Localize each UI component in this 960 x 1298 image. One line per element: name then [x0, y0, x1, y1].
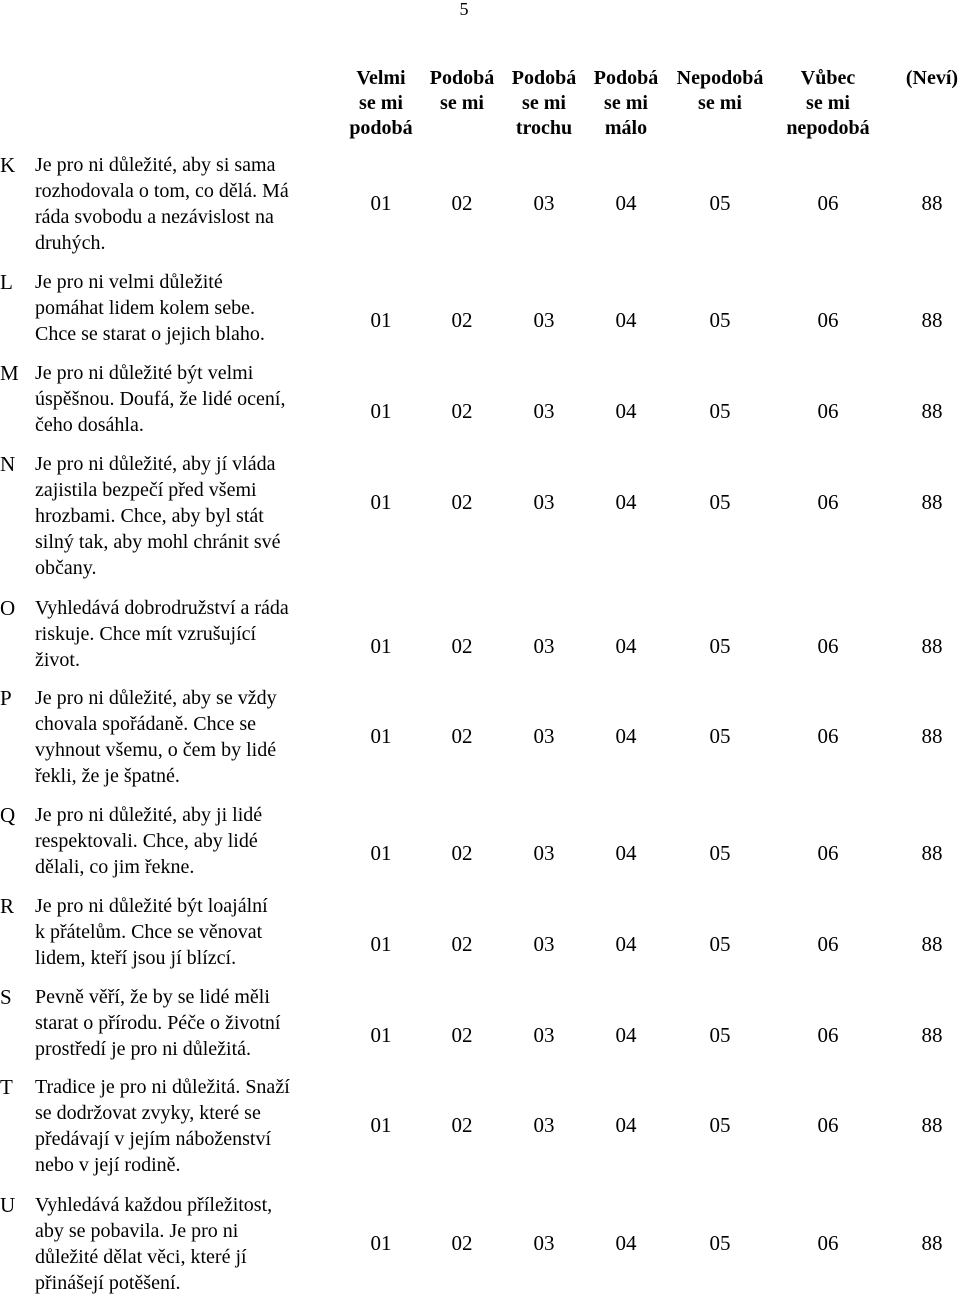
answer-codes-row: [0, 932, 960, 956]
answer-code-05[interactable]: 05: [709, 490, 731, 514]
answer-code-04[interactable]: 04: [615, 724, 637, 748]
question-text-line: ráda svobodu a nezávislost na: [35, 206, 274, 228]
question-text-line: hrozbami. Chce, aby byl stát: [35, 505, 264, 527]
answer-code-02[interactable]: 02: [451, 634, 473, 658]
question-letter: M: [0, 361, 19, 385]
answer-code-01[interactable]: 01: [370, 308, 392, 332]
answer-code-88[interactable]: 88: [921, 1023, 943, 1047]
question-text-line: Je pro ni důležité, aby si sama: [35, 154, 276, 176]
column-heading-line: Nepodobá: [676, 67, 764, 89]
answer-code-06[interactable]: 06: [817, 308, 839, 332]
column-heading-line: trochu: [515, 117, 573, 139]
question-letter: K: [0, 153, 16, 177]
scale-header: [0, 66, 960, 146]
answer-code-04[interactable]: 04: [615, 191, 637, 215]
column-heading-line: Vůbec: [800, 67, 856, 89]
answer-codes-row: [0, 841, 960, 865]
question-text-line: Je pro ni důležité, aby jí vláda: [35, 453, 276, 475]
question-text-line: přinášejí potěšení.: [35, 1272, 181, 1294]
question-text: [35, 451, 335, 581]
answer-code-03[interactable]: 03: [533, 724, 555, 748]
answer-code-03[interactable]: 03: [533, 841, 555, 865]
question-text-line: Vyhledává dobrodružství a ráda: [35, 597, 289, 619]
question-text-line: předávají v jejím náboženství: [35, 1128, 272, 1150]
answer-code-05[interactable]: 05: [709, 191, 731, 215]
answer-code-06[interactable]: 06: [817, 1113, 839, 1137]
scale-column-heading: [872, 66, 960, 91]
answer-code-04[interactable]: 04: [615, 634, 637, 658]
question-text-line: vyhnout všemu, o čem by lidé: [35, 739, 277, 761]
answer-code-01[interactable]: 01: [370, 490, 392, 514]
question-text-line: řekli, že je špatné.: [35, 765, 180, 787]
answer-code-88[interactable]: 88: [921, 1113, 943, 1137]
column-heading-line: Velmi: [356, 67, 406, 89]
answer-code-03[interactable]: 03: [533, 490, 555, 514]
question-text-line: život.: [35, 649, 80, 671]
answer-code-88[interactable]: 88: [921, 308, 943, 332]
question-text-line: aby se pobavila. Je pro ni: [35, 1220, 239, 1242]
answer-code-04[interactable]: 04: [615, 1113, 637, 1137]
answer-code-05[interactable]: 05: [709, 634, 731, 658]
answer-code-88[interactable]: 88: [921, 191, 943, 215]
answer-code-02[interactable]: 02: [451, 1113, 473, 1137]
answer-code-04[interactable]: 04: [615, 1023, 637, 1047]
question-text-line: chovala spořádaně. Chce se: [35, 713, 257, 735]
answer-code-03[interactable]: 03: [533, 191, 555, 215]
question-text-line: druhých.: [35, 232, 106, 254]
column-heading-line: se mi: [698, 92, 742, 114]
answer-code-02[interactable]: 02: [451, 932, 473, 956]
answer-code-01[interactable]: 01: [370, 841, 392, 865]
answer-code-88[interactable]: 88: [921, 724, 943, 748]
question-text-line: pomáhat lidem kolem sebe.: [35, 297, 255, 319]
column-heading-line: málo: [604, 117, 648, 139]
question-letter: L: [0, 270, 13, 294]
answer-code-01[interactable]: 01: [370, 724, 392, 748]
column-heading-line: se mi: [806, 92, 850, 114]
question-text-line: lidem, kteří jsou jí blízcí.: [35, 947, 237, 969]
answer-code-04[interactable]: 04: [615, 1231, 637, 1255]
answer-code-03[interactable]: 03: [533, 1231, 555, 1255]
question-letter: O: [0, 596, 16, 620]
answer-code-05[interactable]: 05: [709, 932, 731, 956]
question-text-line: starat o přírodu. Péče o životní: [35, 1012, 281, 1034]
answer-codes-row: [0, 1023, 960, 1047]
answer-code-02[interactable]: 02: [451, 1231, 473, 1255]
question-text-line: dělali, co jim řekne.: [35, 856, 195, 878]
answer-code-01[interactable]: 01: [370, 191, 392, 215]
column-heading-line: se mi: [522, 92, 566, 114]
scale-column-heading: [768, 66, 888, 141]
answer-code-88[interactable]: 88: [921, 399, 943, 423]
question-letter: S: [0, 985, 12, 1009]
answer-code-02[interactable]: 02: [451, 191, 473, 215]
question-text-line: silný tak, aby mohl chránit své: [35, 531, 281, 553]
answer-code-02[interactable]: 02: [451, 841, 473, 865]
question-text-line: Chce se starat o jejich blaho.: [35, 323, 265, 345]
column-heading-line: se mi: [359, 92, 403, 114]
answer-code-04[interactable]: 04: [615, 308, 637, 332]
answer-code-05[interactable]: 05: [709, 841, 731, 865]
question-text-line: Je pro ni důležité být velmi: [35, 362, 254, 384]
question-letter: P: [0, 686, 12, 710]
answer-code-02[interactable]: 02: [451, 399, 473, 423]
answer-code-06[interactable]: 06: [817, 399, 839, 423]
question-text-line: respektovali. Chce, aby lidé: [35, 830, 258, 852]
answer-code-06[interactable]: 06: [817, 724, 839, 748]
question-letter: U: [0, 1193, 16, 1217]
column-heading-line: se mi: [440, 92, 484, 114]
question-text-line: Tradice je pro ni důležitá. Snaží: [35, 1076, 290, 1098]
answer-codes-row: [0, 724, 960, 748]
answer-code-01[interactable]: 01: [370, 1023, 392, 1047]
question-text-line: Je pro ni důležité, aby ji lidé: [35, 804, 263, 826]
answer-code-01[interactable]: 01: [370, 399, 392, 423]
question-text-line: Vyhledává každou příležitost,: [35, 1194, 273, 1216]
question-text-line: čeho dosáhla.: [35, 414, 144, 436]
answer-code-01[interactable]: 01: [370, 634, 392, 658]
question-text-line: úspěšnou. Doufá, že lidé ocení,: [35, 388, 286, 410]
answer-code-88[interactable]: 88: [921, 932, 943, 956]
answer-code-06[interactable]: 06: [817, 932, 839, 956]
question-text-line: prostředí je pro ni důležitá.: [35, 1038, 252, 1060]
question-text-line: Pevně věří, že by se lidé měli: [35, 986, 270, 1008]
answer-code-02[interactable]: 02: [451, 308, 473, 332]
answer-code-05[interactable]: 05: [709, 1231, 731, 1255]
answer-code-06[interactable]: 06: [817, 1231, 839, 1255]
question-text-line: občany.: [35, 557, 97, 579]
answer-code-01[interactable]: 01: [370, 932, 392, 956]
question-letter: Q: [0, 803, 16, 827]
answer-code-88[interactable]: 88: [921, 841, 943, 865]
answer-code-06[interactable]: 06: [817, 841, 839, 865]
answer-code-03[interactable]: 03: [533, 308, 555, 332]
question-text-line: důležité dělat věci, které jí: [35, 1246, 247, 1268]
answer-code-06[interactable]: 06: [817, 490, 839, 514]
answer-code-06[interactable]: 06: [817, 1023, 839, 1047]
answer-code-88[interactable]: 88: [921, 490, 943, 514]
page-number: 5: [459, 0, 469, 19]
answer-code-04[interactable]: 04: [615, 932, 637, 956]
answer-code-05[interactable]: 05: [709, 724, 731, 748]
question-letter: N: [0, 452, 16, 476]
answer-code-05[interactable]: 05: [709, 1113, 731, 1137]
answer-code-88[interactable]: 88: [921, 634, 943, 658]
answer-code-05[interactable]: 05: [709, 308, 731, 332]
answer-code-03[interactable]: 03: [533, 932, 555, 956]
answer-codes-row: [0, 399, 960, 423]
answer-code-03[interactable]: 03: [533, 634, 555, 658]
answer-code-04[interactable]: 04: [615, 490, 637, 514]
column-heading-line: nepodobá: [786, 117, 870, 139]
answer-codes-row: [0, 634, 960, 658]
column-heading-line: se mi: [604, 92, 648, 114]
answer-code-02[interactable]: 02: [451, 1023, 473, 1047]
answer-code-05[interactable]: 05: [709, 399, 731, 423]
answer-code-04[interactable]: 04: [615, 841, 637, 865]
question-letter: R: [0, 894, 15, 918]
question-text-line: nebo v její rodině.: [35, 1154, 181, 1176]
answer-code-04[interactable]: 04: [615, 399, 637, 423]
answer-codes-row: [0, 191, 960, 215]
question-text-line: Je pro ni důležité být loajální: [35, 895, 268, 917]
answer-code-88[interactable]: 88: [921, 1231, 943, 1255]
answer-code-03[interactable]: 03: [533, 1113, 555, 1137]
question-text-line: se dodržovat zvyky, které se: [35, 1102, 261, 1124]
answer-codes-row: [0, 1231, 960, 1255]
column-heading-line: Podobá: [511, 67, 577, 89]
column-heading-line: Podobá: [593, 67, 659, 89]
column-heading-line: (Neví): [905, 67, 959, 89]
answer-code-06[interactable]: 06: [817, 634, 839, 658]
answer-code-05[interactable]: 05: [709, 1023, 731, 1047]
question-text-line: k přátelům. Chce se věnovat: [35, 921, 263, 943]
column-heading-line: Podobá: [429, 67, 495, 89]
answer-code-02[interactable]: 02: [451, 490, 473, 514]
question-text-line: Je pro ni důležité, aby se vždy: [35, 687, 277, 709]
answer-code-02[interactable]: 02: [451, 724, 473, 748]
answer-code-03[interactable]: 03: [533, 1023, 555, 1047]
answer-code-01[interactable]: 01: [370, 1231, 392, 1255]
question-text-line: rozhodovala o tom, co dělá. Má: [35, 180, 289, 202]
question-letter: T: [0, 1075, 13, 1099]
question-text-line: Je pro ni velmi důležité: [35, 271, 223, 293]
answer-codes-row: [0, 308, 960, 332]
question-text-line: riskuje. Chce mít vzrušující: [35, 623, 257, 645]
scale-column-heading: [660, 66, 780, 116]
answer-codes-row: [0, 490, 960, 514]
answer-code-03[interactable]: 03: [533, 399, 555, 423]
answer-code-01[interactable]: 01: [370, 1113, 392, 1137]
question-text-line: zajistila bezpečí před všemi: [35, 479, 257, 501]
answer-code-06[interactable]: 06: [817, 191, 839, 215]
answer-codes-row: [0, 1113, 960, 1137]
column-heading-line: podobá: [349, 117, 413, 139]
